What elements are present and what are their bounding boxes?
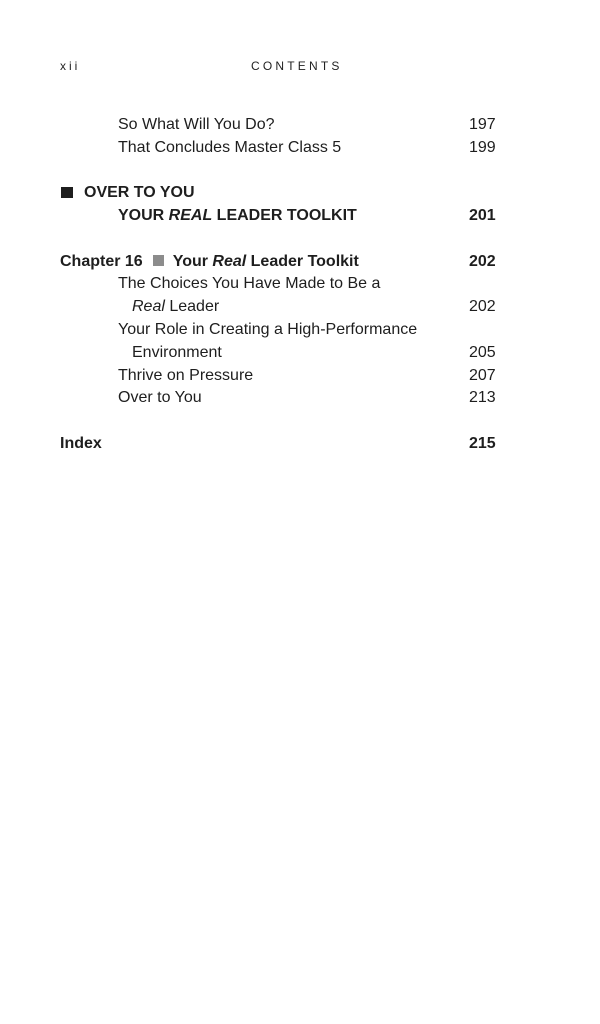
toc-entry-page: 205 xyxy=(469,344,496,361)
toc-entry-page: 202 xyxy=(469,298,496,315)
toc-entry-page: 213 xyxy=(469,389,496,406)
toc-entry-title-continued xyxy=(132,297,219,317)
part-subtitle xyxy=(118,206,357,226)
index-label: Index xyxy=(60,435,102,452)
toc-entry-text: Leader xyxy=(164,298,220,315)
part-bullet-square-icon xyxy=(61,187,73,198)
chapter-heading xyxy=(60,252,359,272)
part-subtitle-pre: YOUR xyxy=(118,207,169,224)
toc-entry-title-continued: Environment xyxy=(132,344,222,361)
toc-entry-page: 199 xyxy=(469,139,496,156)
toc-entry-italic: Real xyxy=(132,298,165,315)
chapter-separator-square-icon xyxy=(153,255,164,266)
toc-entry-title: Your Role in Creating a High-Performance xyxy=(118,321,418,338)
part-subtitle-post: LEADER TOOLKIT xyxy=(212,207,357,224)
page-number: xii xyxy=(60,59,81,73)
toc-entry-title: Thrive on Pressure xyxy=(118,367,254,384)
chapter-page: 202 xyxy=(469,253,496,270)
toc-entry-title: So What Will You Do? xyxy=(118,116,275,133)
chapter-title-post: Leader Toolkit xyxy=(246,253,359,270)
part-subtitle-italic: REAL xyxy=(168,207,213,224)
chapter-title-pre: Your xyxy=(172,253,213,270)
toc-entry-title: That Concludes Master Class 5 xyxy=(118,139,342,156)
chapter-label: Chapter 16 xyxy=(60,253,143,270)
part-label: OVER TO YOU xyxy=(84,184,195,201)
toc-entry-title: The Choices You Have Made to Be a xyxy=(118,275,381,292)
toc-entry-title: Over to You xyxy=(118,389,202,406)
index-page: 215 xyxy=(469,435,496,452)
running-header-title: CONTENTS xyxy=(251,59,343,73)
toc-entry-page: 207 xyxy=(469,367,496,384)
part-page: 201 xyxy=(469,207,496,224)
toc-entry-page: 197 xyxy=(469,116,496,133)
chapter-title-italic: Real xyxy=(212,253,247,270)
